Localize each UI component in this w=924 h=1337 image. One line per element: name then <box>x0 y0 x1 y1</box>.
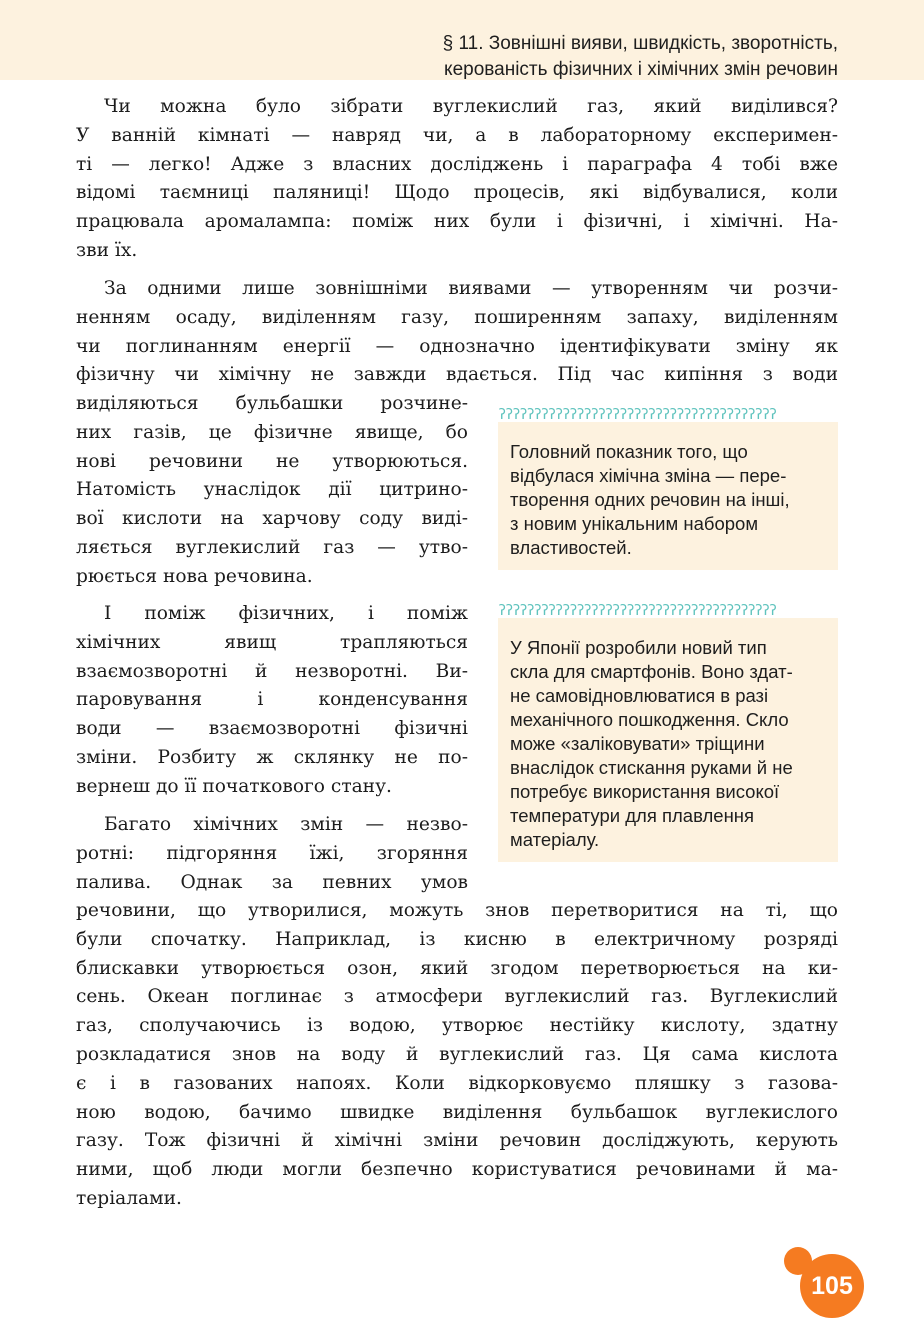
paragraph-2-narrow <box>76 390 468 592</box>
text-line: Натомість унаслідок дії цитрино- <box>76 479 468 501</box>
note-line: матеріалу. <box>510 829 600 850</box>
text-line: сень. Океан поглинає з атмосфери вуглекислий газ. Вуглекислий <box>76 986 838 1008</box>
text-line: зви їх. <box>76 239 138 261</box>
note-box-japan-glass <box>498 604 838 862</box>
spiral-binding-icon: ʔʔʔʔʔʔʔʔʔʔʔʔʔʔʔʔʔʔʔʔʔʔʔʔʔʔʔʔʔʔʔʔʔʔʔʔʔʔʔ <box>498 604 838 618</box>
note-line: з новим унікальним набором <box>510 513 759 534</box>
paragraph-1 <box>76 93 838 266</box>
text-line: За одними лише зовнішніми виявами — утворенням чи розчи- <box>104 278 838 299</box>
note-line: властивостей. <box>510 537 632 558</box>
note-line: творення одних речовин на інші, <box>510 489 790 510</box>
text-line: є і в газованих напоях. Коли відкорковуємо пляшку з газова- <box>76 1072 838 1094</box>
text-line: рюється нова речовина. <box>76 565 313 587</box>
text-line: ними, щоб люди могли безпечно користуватися речовинами й ма- <box>76 1159 838 1181</box>
text-line: зміни. Розбиту ж склянку не по- <box>76 746 468 768</box>
note-box-chemical-change <box>498 408 838 570</box>
note-line: механічного пошкодження. Скло <box>510 709 789 730</box>
note-line: скла для смартфонів. Воно здат- <box>510 661 793 682</box>
text-line: води — взаємозворотні фізичні <box>76 718 468 740</box>
text-line: палива. Однак за певних умов <box>76 871 468 893</box>
text-line: вернеш до її початкового стану. <box>76 775 392 797</box>
text-line: Чи можна було зібрати вуглекислий газ, який виділився? <box>104 96 838 117</box>
section-title-line-2: керованість фізичних і хімічних змін речовин <box>444 59 838 80</box>
section-title <box>318 31 838 83</box>
text-line: хімічних явищ трапляються <box>76 631 468 653</box>
spiral-binding-icon: ʔʔʔʔʔʔʔʔʔʔʔʔʔʔʔʔʔʔʔʔʔʔʔʔʔʔʔʔʔʔʔʔʔʔʔʔʔʔʔ <box>498 408 838 422</box>
text-line: І поміж фізичних, і поміж <box>104 603 468 624</box>
text-line: паровування і конденсування <box>76 689 468 711</box>
paragraph-4 <box>76 811 468 897</box>
text-line: газ, сполучаючись із водою, утворює нестійку кислоту, здатну <box>76 1015 838 1037</box>
section-title-line-1: § 11. Зовнішні вияви, швидкість, зворотність, <box>442 33 838 54</box>
note-line: відбулася хімічна зміна — пере- <box>510 465 787 486</box>
page-header <box>0 0 924 80</box>
note-text <box>498 614 838 862</box>
note-line: потребує використання високої <box>510 781 780 802</box>
text-line: фізичну чи хімічну не завжди вдається. Під час кипіння з води <box>76 364 838 386</box>
text-line: працювала аромалампа: поміж них були і фізичні, і хімічні. На- <box>76 211 838 233</box>
paragraph-3 <box>76 600 468 802</box>
text-line: речовини, що утворилися, можуть знов перетворитися на ті, що <box>76 900 838 921</box>
text-line: них газів, це фізичне явище, бо <box>76 421 468 443</box>
note-line: У Японії розробили новий тип <box>510 637 767 658</box>
page-number: 105 <box>800 1254 864 1318</box>
note-line: температури для плавлення <box>510 805 755 826</box>
text-line: чи поглинанням енергії — однозначно ідентифікувати зміну як <box>76 335 838 357</box>
text-line: ротні: підгоряння їжі, згоряння <box>76 842 468 864</box>
text-line: виділяються бульбашки розчине- <box>76 393 468 414</box>
text-line: нові речовини не утворюються. <box>76 450 468 472</box>
note-line: може «заліковувати» тріщини <box>510 733 765 754</box>
note-line: внаслідок стискання руками й не <box>510 757 793 778</box>
text-line: були спочатку. Наприклад, із кисню в електричному розряді <box>76 928 838 950</box>
text-line: Багато хімічних змін — незво- <box>104 814 468 835</box>
text-line: ненням осаду, виділенням газу, поширенням запаху, виділенням <box>76 306 838 328</box>
text-line: блискавки утворюється озон, який згодом перетворюється на ки- <box>76 957 838 979</box>
text-line: У ванній кімнаті — навряд чи, а в лабораторному експеримен- <box>76 124 838 146</box>
text-line: відомі таємниці паляниці! Щодо процесів, які відбувалися, коли <box>76 182 838 204</box>
note-line: не самовідновлюватися в разі <box>510 685 769 706</box>
text-line: ною водою, бачимо швидке виділення бульбашок вуглекислого <box>76 1101 838 1123</box>
note-line: Головний показник того, що <box>510 441 748 462</box>
note-text <box>498 418 838 570</box>
text-line: теріалами. <box>76 1187 182 1209</box>
text-line: ті — легко! Адже з власних досліджень і параграфа 4 тобі вже <box>76 153 838 175</box>
text-line: розкладатися знов на воду й вуглекислий газ. Ця сама кислота <box>76 1043 838 1065</box>
text-line: ляється вуглекислий газ — утво- <box>76 536 468 558</box>
paragraph-4-wide <box>76 897 838 1214</box>
paragraph-2 <box>76 275 838 390</box>
text-line: вої кислоти на харчову соду виді- <box>76 508 468 530</box>
text-line: газу. Тож фізичні й хімічні зміни речовин досліджують, керують <box>76 1130 838 1152</box>
text-line: взаємозворотні й незворотні. Ви- <box>76 660 468 682</box>
